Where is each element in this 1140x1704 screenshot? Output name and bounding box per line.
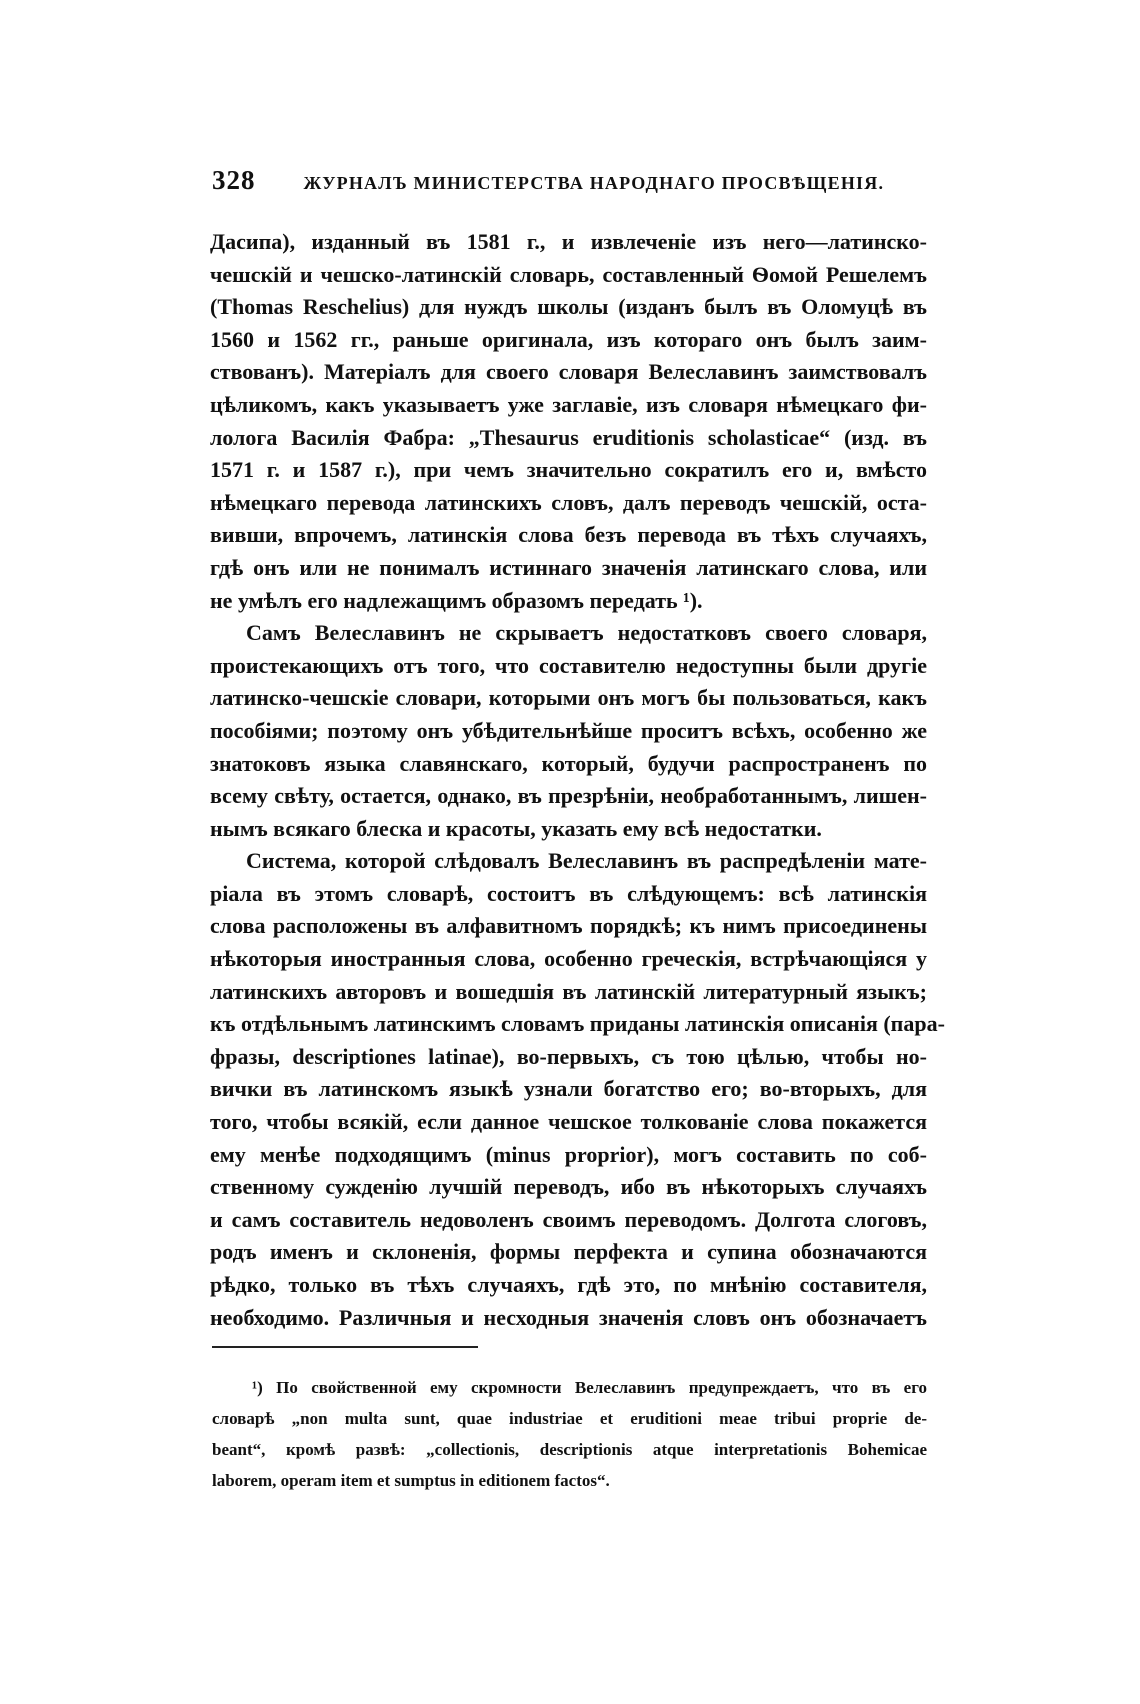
text-line: Система, которой слѣдовалъ Велеславинъ въ распредѣленіи мате-	[246, 848, 927, 874]
text-line: пособіями; поэтому онъ убѣдительнѣйше проситъ всѣхъ, особенно же	[210, 717, 927, 743]
running-title: ЖУРНАЛЪ МИНИСТЕРСТВА НАРОДНАГО ПРОСВѢЩЕНІЯ.	[303, 173, 885, 193]
text-line: фразы, descriptiones latinae), во-первыхъ, съ тою цѣлью, чтобы но-	[210, 1043, 927, 1069]
footnote-line: laborem, operam item et sumptus in editionem factos“.	[212, 1471, 610, 1490]
text-line: латинско-чешскіе словари, которыми онъ могъ бы пользоваться, какъ	[210, 685, 927, 711]
text-line: слова расположены въ алфавитномъ порядкѣ; къ нимъ присоединены	[210, 913, 927, 939]
text-line: вички въ латинскомъ языкѣ узнали богатство его; во-вторыхъ, для	[210, 1076, 927, 1102]
text-line: цѣликомъ, какъ указываетъ уже заглавіе, изъ словаря нѣмецкаго фи-	[210, 391, 927, 417]
body-text	[210, 226, 945, 1334]
text-line: того, чтобы всякій, если данное чешское толкованіе слова покажется	[210, 1109, 927, 1135]
text-line: ему менѣе подходящимъ (minus proprior), могъ составить по соб-	[210, 1141, 927, 1167]
text-line: нымъ всякаго блеска и красоты, указать ему всѣ недостатки.	[210, 815, 822, 841]
page-header	[212, 165, 932, 196]
footnote-line: ¹) По свойственной ему скромности Велеславинъ предупреждаетъ, что въ его	[252, 1378, 927, 1397]
footnote-divider	[212, 1346, 478, 1348]
text-line: (Thomas Reschelius) для нуждъ школы (изданъ былъ въ Оломуцѣ въ	[210, 294, 927, 320]
text-line: вивши, впрочемъ, латинскія слова безъ перевода въ тѣхъ случаяхъ,	[210, 522, 927, 548]
text-line: проистекающихъ отъ того, что составителю недоступны были другіе	[210, 652, 927, 678]
text-line: родъ именъ и склоненія, формы перфекта и супина обозначаются	[210, 1239, 927, 1265]
text-line: не умѣлъ его надлежащимъ образомъ передать ¹).	[210, 587, 703, 613]
text-line: къ отдѣльнымъ латинскимъ словамъ приданы латинскія описанія (пара-	[210, 1011, 945, 1037]
text-line: ственному сужденію лучшій переводъ, ибо въ нѣкоторыхъ случаяхъ	[210, 1174, 927, 1200]
text-line: 1571 г. и 1587 г.), при чемъ значительно сократилъ его и, вмѣсто	[210, 457, 927, 483]
text-line: ствованъ). Матеріалъ для своего словаря Велеславинъ заимствовалъ	[210, 359, 927, 385]
text-line: Дасипа), изданный въ 1581 г., и извлеченіе изъ него—латинско-	[210, 229, 927, 254]
text-line: Самъ Велеславинъ не скрываетъ недостатковъ своего словаря,	[246, 620, 927, 646]
text-line: нѣмецкаго перевода латинскихъ словъ, далъ переводъ чешскій, оста-	[210, 489, 927, 515]
text-line: всему свѣту, остается, однако, въ презрѣніи, необработаннымъ, лишен-	[210, 783, 927, 809]
page-number: 328	[212, 165, 256, 195]
text-line: нѣкоторыя иностранныя слова, особенно греческія, встрѣчающіяся у	[210, 946, 927, 972]
text-line: знатоковъ языка славянскаго, который, будучи распространенъ по	[210, 750, 927, 776]
footnote-line: словарѣ „non multa sunt, quae industriae et eruditioni meae tribui proprie de-	[212, 1409, 927, 1428]
text-line: и самъ составитель недоволенъ своимъ переводомъ. Долгота слоговъ,	[210, 1206, 927, 1232]
text-line: чешскій и чешско-латинскій словарь, составленный Ѳомой Решелемъ	[210, 261, 927, 287]
text-line: рѣдко, только въ тѣхъ случаяхъ, гдѣ это, по мнѣнію составителя,	[210, 1272, 927, 1297]
text-line: необходимо. Различныя и несходныя значенія словъ онъ обозначаетъ	[210, 1304, 927, 1330]
text-line: ріала въ этомъ словарѣ, состоитъ въ слѣдующемъ: всѣ латинскія	[210, 880, 927, 906]
footnotes	[212, 1372, 927, 1496]
footnote-line: beant“, кромѣ развѣ: „collectionis, descriptionis atque interpretationis Bohemicae	[212, 1440, 927, 1459]
text-line: лолога Василія Фабра: „Thesaurus eruditionis scholasticae“ (изд. въ	[210, 424, 927, 450]
text-line: гдѣ онъ или не понималъ истиннаго значенія латинскаго слова, или	[210, 554, 927, 580]
text-line: латинскихъ авторовъ и вошедшія въ латинскій литературный языкъ;	[210, 978, 927, 1004]
text-line: 1560 и 1562 гг., раньше оригинала, изъ котораго онъ былъ заим-	[210, 326, 927, 352]
